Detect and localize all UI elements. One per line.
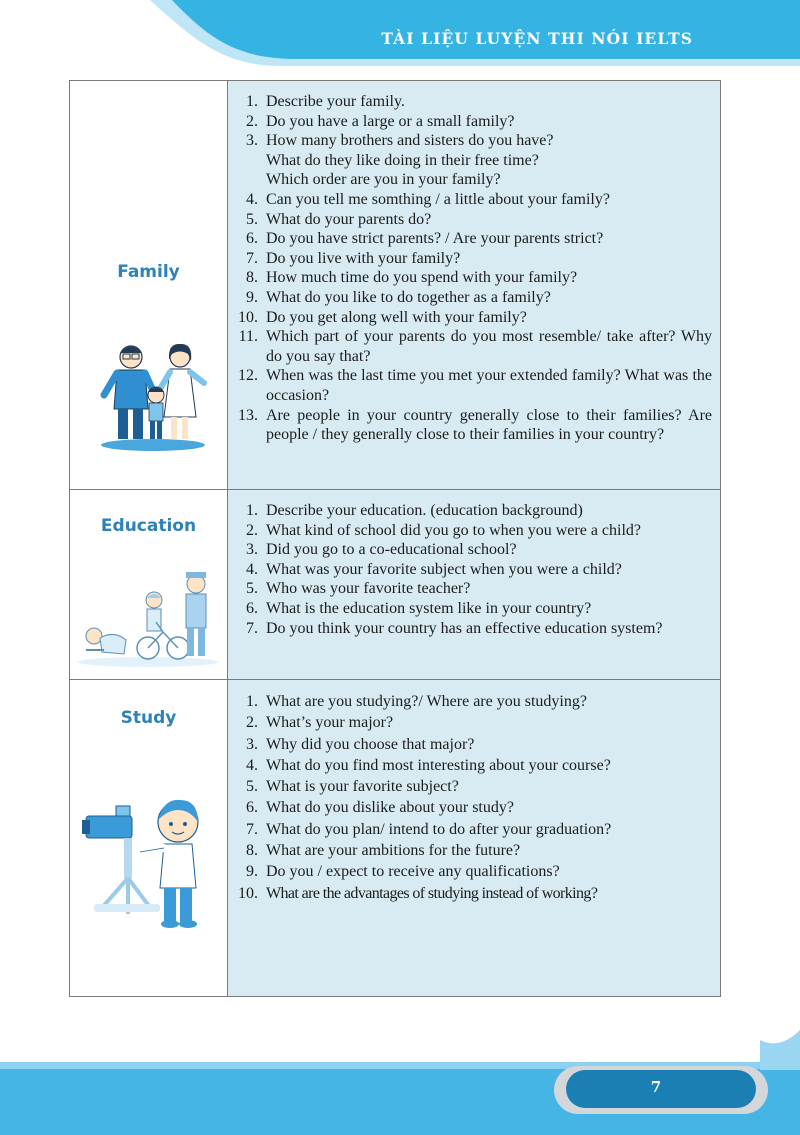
question-item: 8. How much time do you spend with your family?: [246, 269, 578, 287]
question-item: 12. When was the last time you met your extended family? What was the occasion?: [238, 367, 712, 404]
question-item: 7. What do you plan/ intend to do after your graduation?: [246, 820, 612, 838]
question-item: 4. Can you tell me somthing / a little about your family?: [246, 190, 610, 208]
question-item: 2. What kind of school did you go to when you were a child?: [246, 521, 642, 539]
question-item: 6. What is the education system like in your country?: [246, 599, 592, 617]
topic-title-family: Family: [117, 262, 180, 282]
question-item: 3. Why did you choose that major?: [246, 735, 475, 753]
topic-cell: [70, 680, 228, 997]
question-item: 4. What was your favorite subject when you were a child?: [246, 560, 622, 578]
question-item: 5. What is your favorite subject?: [246, 778, 459, 796]
footer-band: [0, 1030, 800, 1135]
question-item: 8. What are your ambitions for the future?: [246, 842, 521, 860]
question-item: 9. What do you like to do together as a family?: [246, 288, 551, 306]
question-item: 5. What do your parents do?: [246, 210, 432, 228]
page-number: 7: [650, 1078, 662, 1096]
question-list-study: [228, 680, 720, 904]
education-illustration: [74, 566, 222, 670]
question-list-education: [228, 490, 720, 638]
question-item: 3. Did you go to a co-educational school?: [246, 541, 517, 559]
question-item: 2. Do you have a large or a small family?: [246, 112, 515, 130]
questions-cell: [228, 680, 721, 997]
question-item: 1. Describe your education. (education background): [246, 502, 583, 519]
question-item: 6. Do you have strict parents? / Are your parents strict?: [246, 230, 604, 248]
question-item: 13. Are people in your country generally close to their families? Are people / they generally close to their families in your country?: [238, 406, 712, 444]
question-item: 2. What’s your major?: [246, 714, 394, 732]
question-item: 3. How many brothers and sisters do you have? What do they like doing in their free time? Which order are you in your family?: [246, 132, 554, 189]
question-item: 4. What do you find most interesting about your course?: [246, 756, 611, 774]
question-list-family: [228, 81, 720, 445]
question-item: 11. Which part of your parents do you most resemble/ take after? Why do you say that?: [238, 328, 712, 365]
question-item: 9. Do you / expect to receive any qualifications?: [246, 863, 560, 881]
header-title: TÀI LIỆU LUYỆN THI NÓI IELTS: [381, 29, 693, 48]
question-item: 1. What are you studying?/ Where are you studying?: [246, 693, 587, 710]
study-illustration: [80, 792, 220, 932]
questions-cell: [228, 490, 721, 680]
question-table: [69, 80, 721, 997]
topic-cell: [70, 490, 228, 680]
section-row-family: [70, 81, 721, 490]
question-item: 7. Do you live with your family?: [246, 249, 461, 267]
topic-title-study: Study: [120, 708, 177, 728]
question-item: 5. Who was your favorite teacher?: [246, 580, 471, 598]
question-item: 6. What do you dislike about your study?: [246, 799, 514, 817]
question-item: 10. Do you get along well with your family?: [238, 308, 527, 326]
question-item: 1. Describe your family.: [246, 93, 405, 110]
family-illustration: [98, 337, 208, 452]
question-item: 10. What are the advantages of studying instead of working?: [238, 884, 598, 902]
section-row-study: [70, 680, 721, 997]
question-item: 7. Do you think your country has an effective education system?: [246, 619, 663, 637]
section-row-education: [70, 490, 721, 680]
topic-cell: [70, 81, 228, 490]
topic-title-education: Education: [100, 516, 197, 536]
questions-cell: [228, 81, 721, 490]
